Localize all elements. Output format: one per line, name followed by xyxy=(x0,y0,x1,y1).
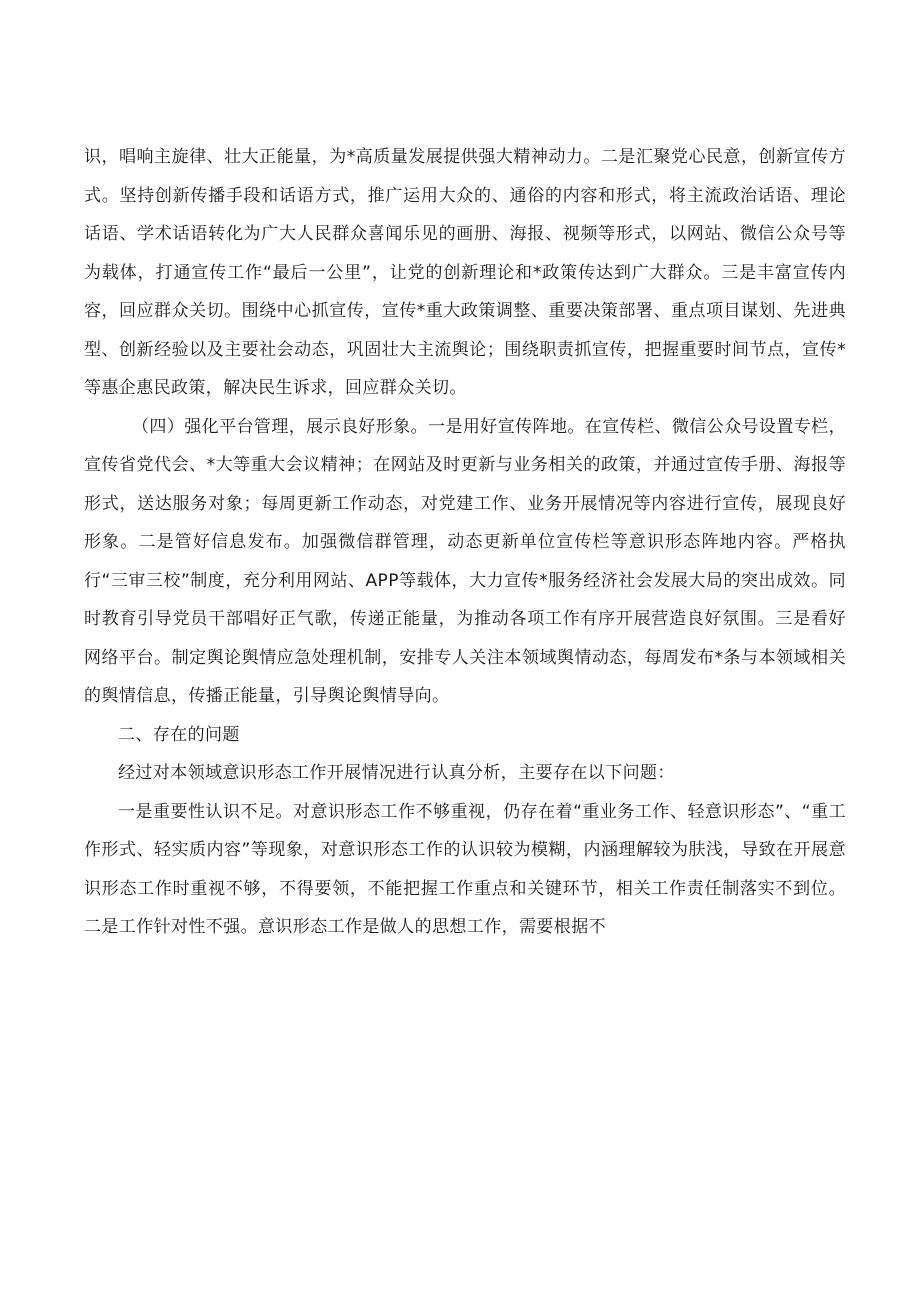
section-heading-existing-problems: 二、存在的问题 xyxy=(118,724,240,745)
paragraph-continued: 识，唱响主旋律、壮大正能量，为*高质量发展提供强大精神动力。二是汇聚党心民意，创新宣传方式。坚持创新传播手段和话语方式，推广运用大众的、通俗的内容和形式，将主流政治话语、理论话语、学术话语转化为广大人民群众喜闻乐见的画册、海报、视频等形式，以网站、微信公众号等为载体，打通宣传工作“最后一公里”，让党的创新理论和*政策传达到广大群众。三是丰富宣传内容，回应群众关切。围绕中心抓宣传，宣传*重大政策调整、重要决策部署、重点项目谋划、先进典型、创新经验以及主要社会动态，巩固壮大主流舆论；围绕职责抓宣传，把握重要时间节点，宣传*等惠企惠民政策，解决民生诉求，回应群众关切。 xyxy=(84,147,846,398)
document-body xyxy=(84,138,846,947)
paragraph-platform-management: （四）强化平台管理，展示良好形象。一是用好宣传阵地。在宣传栏、微信公众号设置专栏，宣传省党代会、*大等重大会议精神；在网站及时更新与业务相关的政策，并通过宣传手册、海报等形式，送达服务对象；每周更新工作动态，对党建工作、业务开展情况等内容进行宣传，展现良好形象。二是管好信息发布。加强微信群管理，动态更新单位宣传栏等意识形态阵地内容。严格执行“三审三校”制度，充分利用网站、APP等载体，大力宣传*服务经济社会发展大局的突出成效。同时教育引导党员干部唱好正气歌，传递正能量，为推动各项工作有序开展营造良好氛围。三是看好网络平台。制定舆论舆情应急处理机制，安排专人关注本领域舆情动态，每周发布*条与本领域相关的舆情信息，传播正能量，引导舆论舆情导向。 xyxy=(84,416,846,706)
paragraph-problems-intro: 经过对本领域意识形态工作开展情况进行认真分析，主要存在以下问题： xyxy=(118,763,675,783)
paragraph-problem-details: 一是重要性认识不足。对意识形态工作不够重视，仍存在着“重业务工作、轻意识形态”、“重工作形式、轻实质内容”等现象，对意识形态工作的认识较为模糊，内涵理解较为肤浅，导致在开展意识形态工作时重视不够，不得要领，不能把握工作重点和关键环节，相关工作责任制落实不到位。二是工作针对性不强。意识形态工作是做人的思想工作，需要根据不 xyxy=(84,801,846,937)
